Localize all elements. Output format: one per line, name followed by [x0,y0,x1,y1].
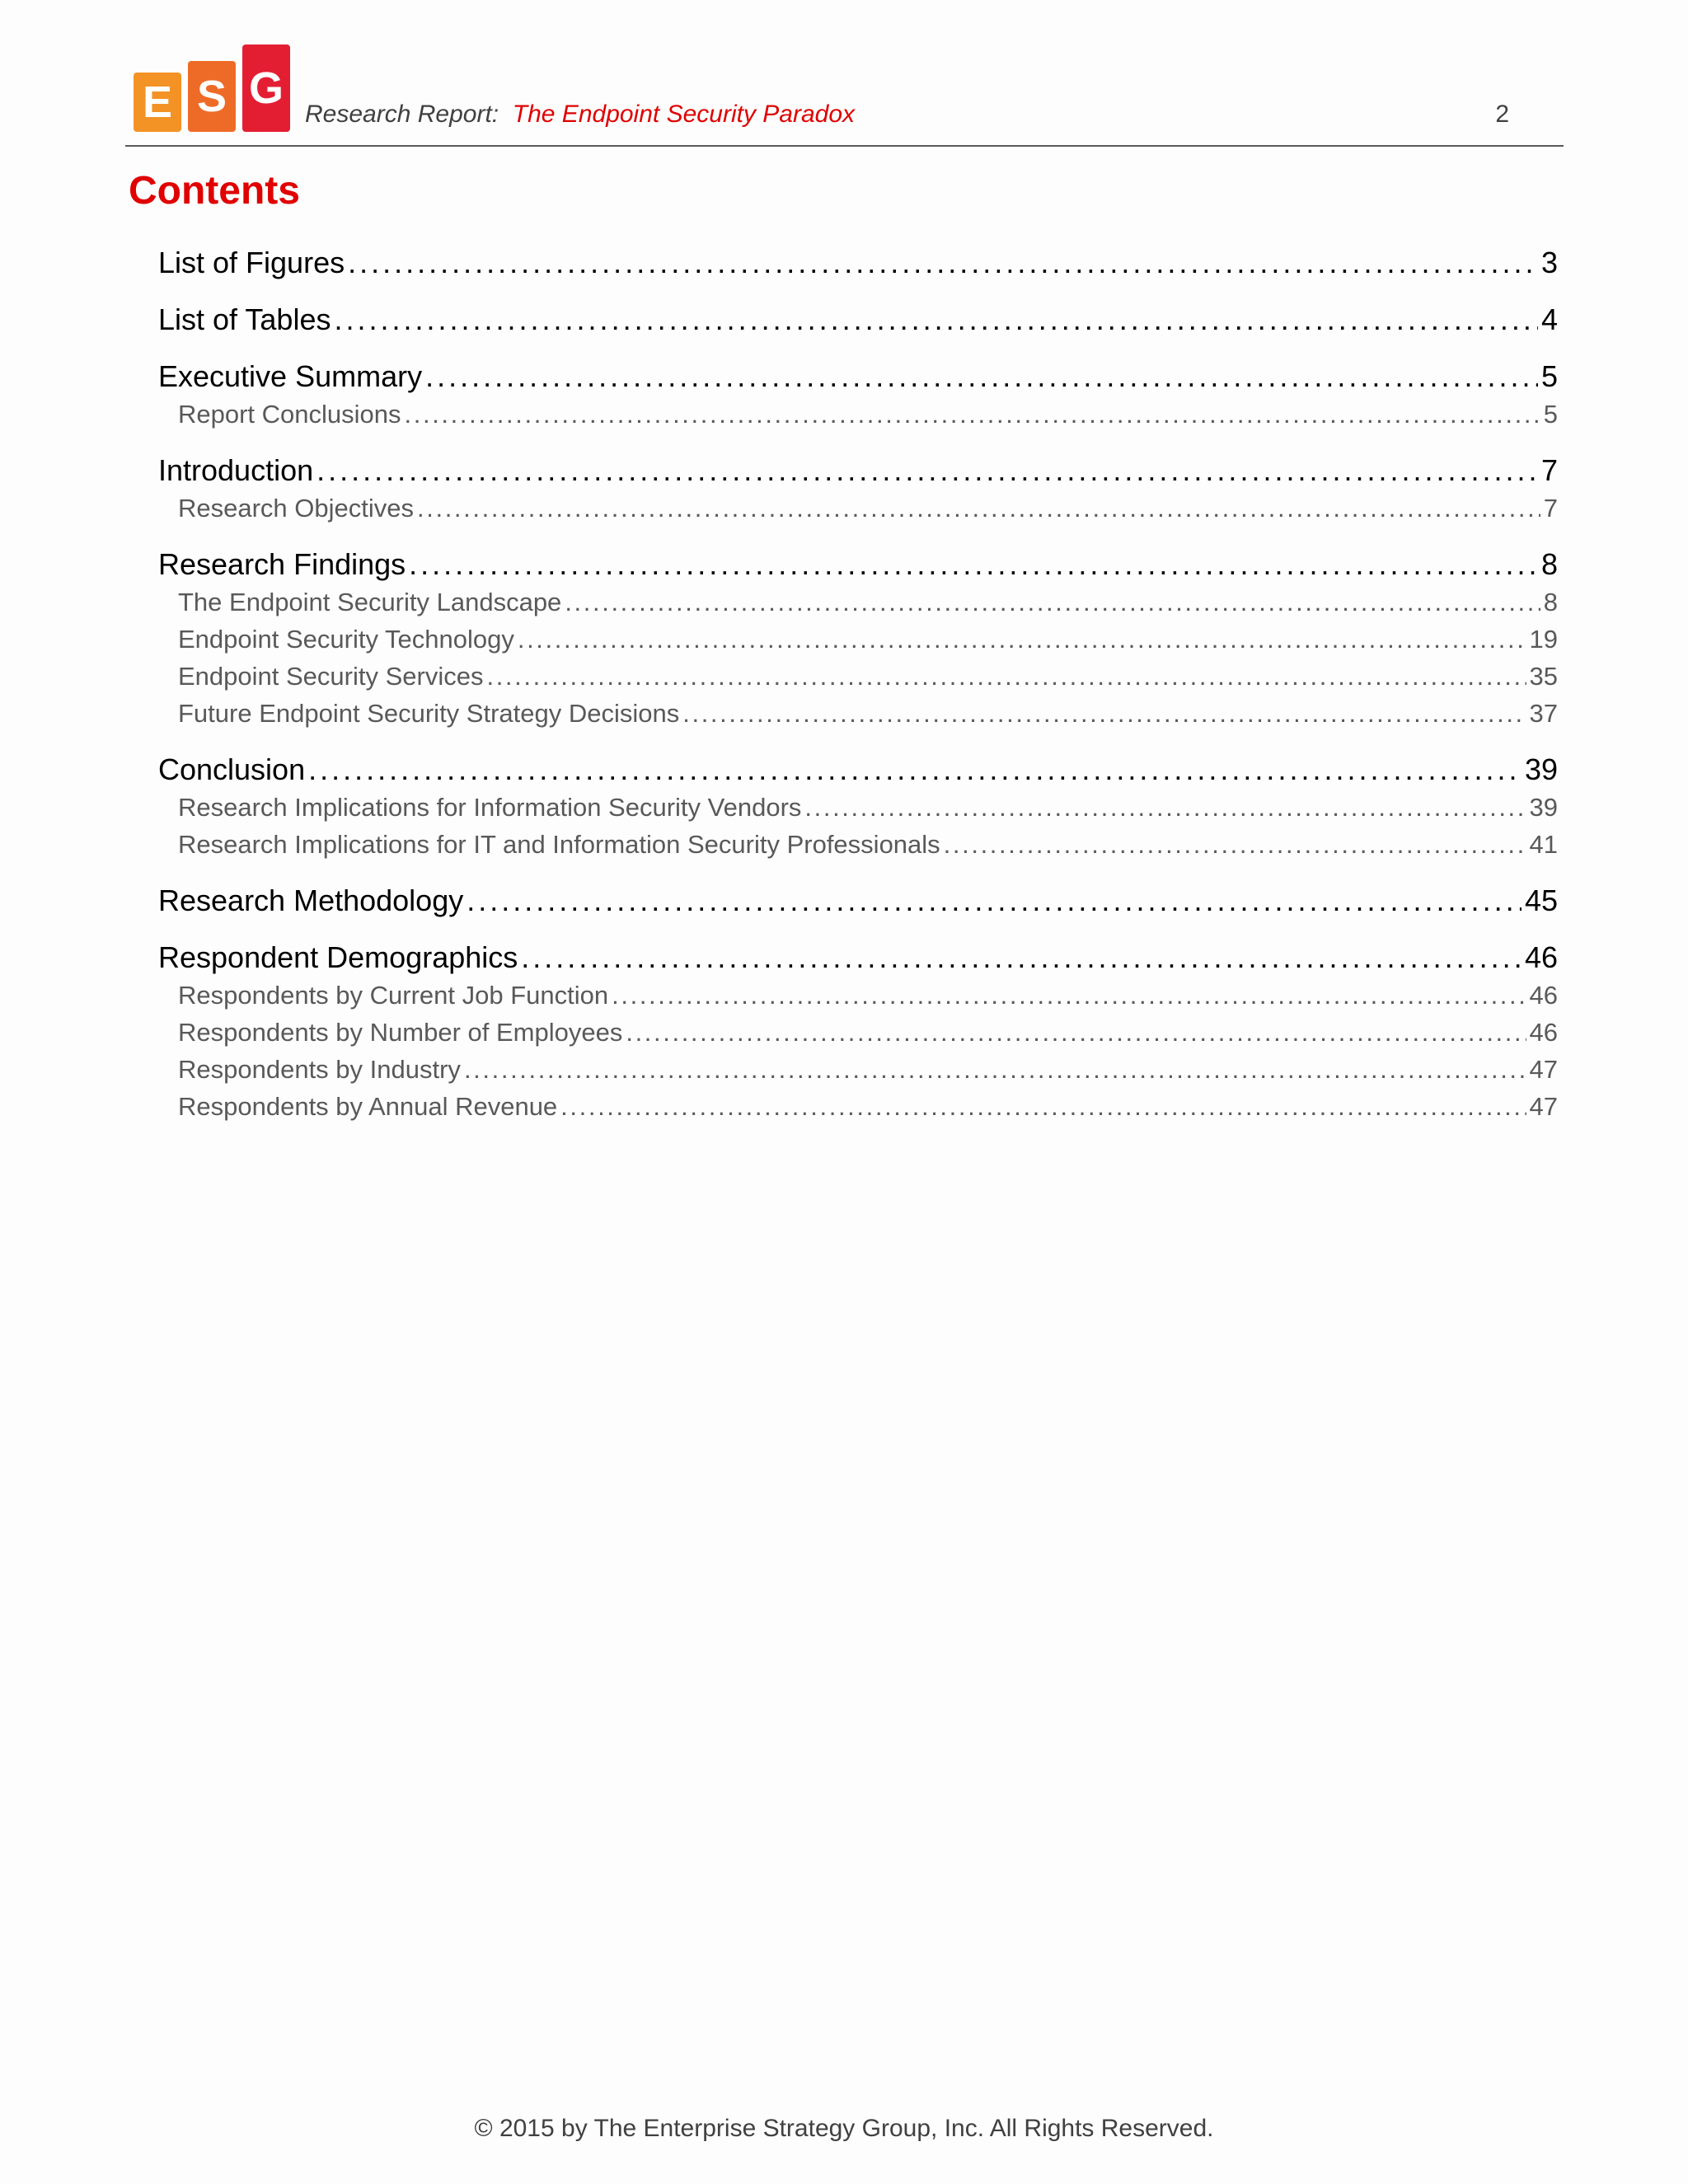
toc-dot-leader [944,826,1526,863]
contents-heading: Contents [129,169,300,213]
toc-entry-page-number: 8 [1540,547,1558,581]
toc-entry-title: Research Implications for IT and Information Security Professionals [178,830,940,859]
toc-dot-leader [521,939,1522,977]
toc-subsection-link[interactable] [158,826,1558,863]
toc-entry-page-number: 46 [1529,1018,1558,1047]
toc-dot-leader [316,452,1538,490]
toc-entry-page-number: 39 [1524,752,1558,786]
toc-entry-page-number: 5 [1543,400,1558,429]
toc-subsection-link[interactable] [158,789,1558,826]
toc-entry-title: Endpoint Security Technology [178,625,514,654]
report-header-text [305,101,855,129]
toc-entry-title: Executive Summary [158,359,423,393]
toc-entry-title: Respondents by Industry [178,1055,461,1084]
toc-entry-page-number: 47 [1529,1055,1558,1084]
toc-subsection-link[interactable] [158,695,1558,732]
toc-entry-page-number: 5 [1540,359,1558,393]
toc-entry-page-number: 3 [1540,246,1558,279]
toc-section-link[interactable] [158,882,1558,920]
toc-entry-page-number: 8 [1543,588,1558,616]
toc-entry-title: Respondents by Current Job Function [178,981,609,1010]
toc-subsection-link[interactable] [158,621,1558,658]
toc-section-link[interactable] [158,939,1558,977]
toc-dot-leader [626,1014,1526,1051]
toc-subsection-link[interactable] [158,396,1558,433]
toc-entry-page-number: 47 [1529,1092,1558,1121]
toc-entry-title: Endpoint Security Services [178,662,484,691]
toc-entry-page-number: 4 [1540,302,1558,336]
logo-letter-g: G [242,45,290,132]
toc-subsection-link[interactable] [158,583,1558,621]
toc-entry-page-number: 7 [1540,453,1558,487]
toc-subsection-link[interactable] [158,977,1558,1014]
copyright-footer: © 2015 by The Enterprise Strategy Group, Inc. All Rights Reserved. [474,2115,1214,2142]
table-of-contents [158,244,1558,1125]
toc-dot-leader [682,695,1526,732]
toc-entry-page-number: 19 [1529,625,1558,654]
toc-dot-leader [464,1051,1526,1088]
toc-subsection-link[interactable] [158,1014,1558,1051]
toc-dot-leader [425,358,1538,396]
toc-entry-title: Research Methodology [158,883,464,917]
toc-entry-title: The Endpoint Security Landscape [178,588,562,616]
toc-dot-leader [565,583,1540,621]
toc-dot-leader [486,658,1526,695]
page-number: 2 [1495,101,1509,128]
toc-entry-page-number: 35 [1529,662,1558,691]
report-title: The Endpoint Security Paradox [512,101,856,128]
toc-dot-leader [560,1088,1526,1125]
toc-dot-leader [518,621,1526,658]
toc-subsection-link[interactable] [158,1088,1558,1125]
toc-subsection-link[interactable] [158,490,1558,527]
toc-entry-title: Research Findings [158,547,406,581]
toc-entry-page-number: 41 [1529,830,1558,859]
toc-dot-leader [417,490,1540,527]
toc-entry-page-number: 45 [1524,883,1558,917]
toc-subsection-link[interactable] [158,1051,1558,1088]
toc-entry-title: Future Endpoint Security Strategy Decisions [178,699,680,728]
toc-dot-leader [405,396,1540,433]
logo-letter-s: S [188,61,236,132]
toc-entry-title: Introduction [158,453,314,487]
toc-dot-leader [409,546,1538,583]
report-prefix: Research Report: [305,101,499,128]
toc-dot-leader [612,977,1526,1014]
toc-entry-title: Research Implications for Information Security Vendors [178,793,802,822]
toc-entry-title: Conclusion [158,752,306,786]
toc-entry-title: Respondent Demographics [158,940,518,974]
toc-section-link[interactable] [158,301,1558,339]
toc-dot-leader [467,882,1522,920]
toc-section-link[interactable] [158,452,1558,490]
toc-section-link[interactable] [158,244,1558,282]
toc-entry-page-number: 7 [1543,494,1558,523]
toc-subsection-link[interactable] [158,658,1558,695]
toc-dot-leader [308,751,1522,789]
toc-entry-page-number: 46 [1524,940,1558,974]
toc-dot-leader [804,789,1526,826]
toc-dot-leader [348,244,1538,282]
toc-entry-page-number: 39 [1529,793,1558,822]
toc-entry-page-number: 46 [1529,981,1558,1010]
logo-letter-e: E [134,73,181,132]
toc-entry-title: Respondents by Annual Revenue [178,1092,558,1121]
toc-dot-leader [334,301,1538,339]
toc-entry-title: Report Conclusions [178,400,401,429]
toc-entry-page-number: 37 [1529,699,1558,728]
esg-logo [134,40,298,138]
toc-entry-title: Respondents by Number of Employees [178,1018,623,1047]
toc-entry-title: List of Figures [158,246,345,279]
toc-section-link[interactable] [158,358,1558,396]
toc-section-link[interactable] [158,546,1558,583]
toc-entry-title: List of Tables [158,302,331,336]
page-header [125,33,1564,147]
toc-entry-title: Research Objectives [178,494,415,523]
toc-section-link[interactable] [158,751,1558,789]
